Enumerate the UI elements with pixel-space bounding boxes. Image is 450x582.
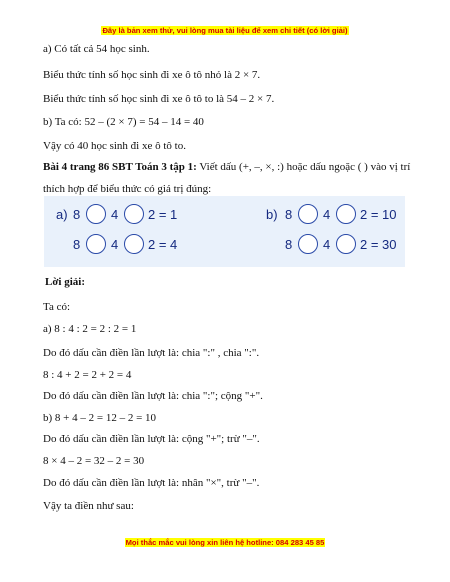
- blank-circle: [336, 204, 356, 224]
- equation-result: 2 = 1: [148, 207, 178, 222]
- equation-result: 2 = 4: [148, 237, 178, 252]
- blank-circle: [124, 234, 144, 254]
- solution-heading: Lời giải:: [45, 276, 86, 288]
- solution-line: Do đó dấu cần điền lần lượt là: cộng "+"; trừ "–".: [43, 433, 260, 445]
- number: 8: [285, 237, 293, 252]
- solution-line: 8 : 4 + 2 = 2 + 2 = 4: [43, 369, 132, 381]
- part-b-label: b): [266, 207, 278, 222]
- blank-circle: [86, 234, 106, 254]
- hotline-notice: Mọi thắc mắc vui lòng xin liên hệ hotline: 084 283 45 85: [125, 538, 325, 547]
- answer-line: b) Ta có: 52 – (2 × 7) = 54 – 14 = 40: [43, 116, 204, 128]
- equation-result: 2 = 30: [360, 237, 397, 252]
- solution-line: Do đó dấu cần điền lần lượt là: chia ":" , chia ":".: [43, 347, 260, 359]
- exercise-text: Viết dấu (+, –, ×, :) hoặc dấu ngoặc ( ) vào vị trí thích hợp để biểu thức có giá trị đúng:: [43, 161, 411, 195]
- answer-line: Biểu thức tính số học sinh đi xe ô tô to là 54 – 2 × 7.: [43, 93, 275, 105]
- solution-line: 8 × 4 – 2 = 32 – 2 = 30: [43, 455, 145, 467]
- number: 8: [73, 207, 81, 222]
- exercise-prompt: [43, 156, 418, 200]
- solution-line: b) 8 + 4 – 2 = 12 – 2 = 10: [43, 412, 157, 424]
- number: 8: [285, 207, 293, 222]
- blank-circle: [336, 234, 356, 254]
- blank-circle: [124, 204, 144, 224]
- preview-notice: Đây là bản xem thử, vui lòng mua tài liệu để xem chi tiết (có lời giải): [102, 26, 348, 35]
- blank-circle: [86, 204, 106, 224]
- answer-line: Vậy có 40 học sinh đi xe ô tô to.: [43, 140, 186, 152]
- answer-line: Biểu thức tính số học sinh đi xe ô tô nhỏ là 2 × 7.: [43, 69, 261, 81]
- exercise-figure: [44, 196, 405, 267]
- solution-line: Do đó dấu cần điền lần lượt là: chia ":"; cộng "+".: [43, 390, 263, 402]
- part-a-label: a): [56, 207, 68, 222]
- number: 4: [323, 207, 331, 222]
- blank-circle: [298, 234, 318, 254]
- number: 4: [323, 237, 331, 252]
- solution-line: Ta có:: [43, 301, 71, 313]
- solution-line: Do đó dấu cần điền lần lượt là: nhân "×", trừ "–".: [43, 477, 260, 489]
- solution-line: Vậy ta điền như sau:: [43, 500, 134, 512]
- number: 4: [111, 237, 119, 252]
- number: 8: [73, 237, 81, 252]
- equation-result: 2 = 10: [360, 207, 397, 222]
- number: 4: [111, 207, 119, 222]
- solution-line: a) 8 : 4 : 2 = 2 : 2 = 1: [43, 323, 137, 335]
- blank-circle: [298, 204, 318, 224]
- exercise-title: Bài 4 trang 86 SBT Toán 3 tập 1:: [43, 161, 197, 173]
- answer-line: a) Có tất cả 54 học sinh.: [43, 43, 150, 55]
